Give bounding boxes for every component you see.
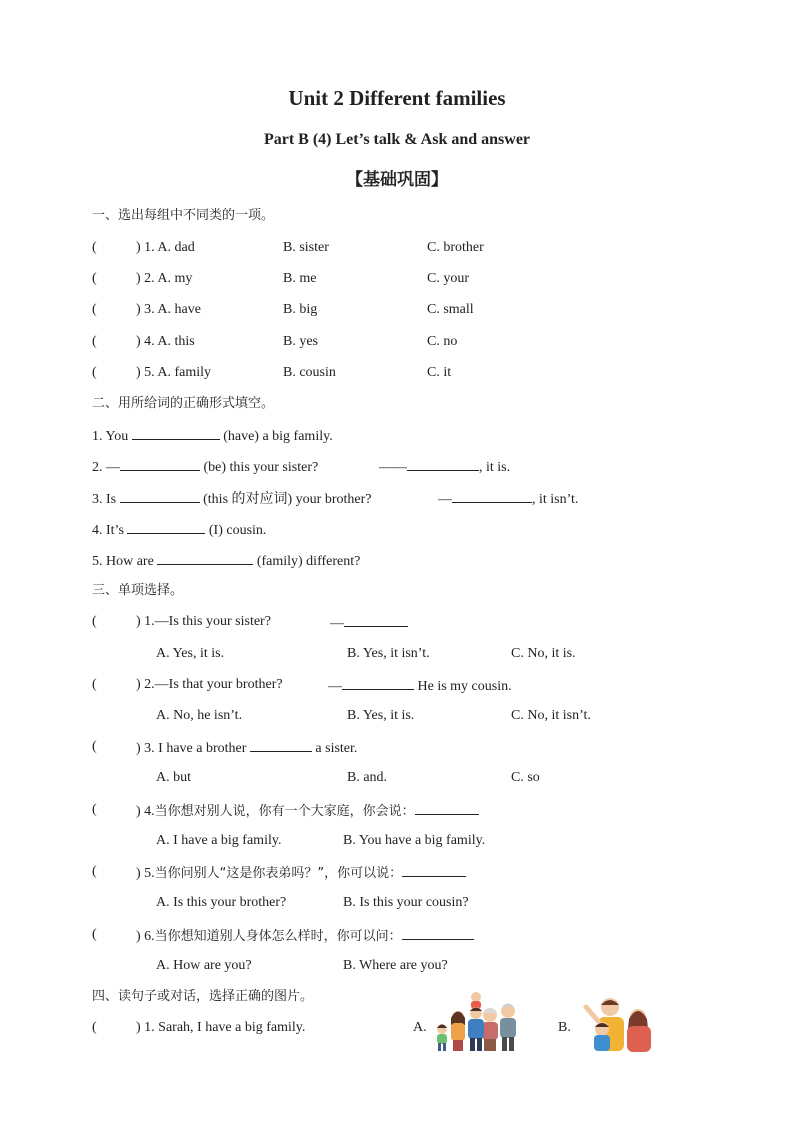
option-b: B. me [283,271,317,286]
answer-blank[interactable] [157,552,253,565]
answer-paren[interactable]: ( [92,240,97,255]
answer-paren[interactable]: ( [92,334,97,349]
question-text: 1. You [92,429,129,444]
question-text: (be) this your sister? [203,460,319,475]
answer-blank[interactable] [120,458,200,471]
option-b: B. yes [283,334,318,349]
option-b[interactable]: B. Where are you? [343,958,448,973]
option-b[interactable]: B. You have a big family. [343,833,486,848]
grandfather-figure [500,1004,516,1052]
answer-paren[interactable]: ( [92,802,97,817]
option-b: B. sister [283,240,329,255]
mother-figure [451,1011,465,1051]
answer-paren[interactable]: ( [92,614,97,629]
question-text: (this 的对应词) your brother? [203,492,372,507]
question-text: — [330,616,344,631]
option-a[interactable]: A. but [156,770,191,785]
option-c[interactable]: C. No, it isn’t. [511,708,591,723]
answer-paren[interactable]: ( [92,365,97,380]
option-c: C. small [427,302,474,317]
answer-paren[interactable]: ( [92,927,97,942]
grandmother-figure [482,1008,498,1051]
question-text: 2. — [92,460,120,475]
fill-question-3-reply [438,490,578,508]
answer-blank[interactable] [344,614,408,627]
answer-paren[interactable]: ( [92,864,97,879]
question-reply [328,677,512,695]
answer-paren[interactable]: ( [92,739,97,754]
question-text: (I) cousin. [208,523,267,538]
father-figure [468,992,484,1051]
answer-paren[interactable]: ( [92,1020,97,1035]
option-a: ) 3. A. have [136,302,201,317]
option-b[interactable]: B. Yes, it is. [347,708,415,723]
question-stem: ) 1. Sarah, I have a big family. [136,1020,306,1035]
fill-question-2-reply [379,458,510,476]
answer-blank[interactable] [127,521,205,534]
answer-blank[interactable] [120,490,200,503]
question-text: —— [379,460,407,475]
option-c: C. brother [427,240,484,255]
option-a-label: A. [413,1020,427,1035]
section-1-heading: 一、选出每组中不同类的一项。 [92,208,275,223]
option-b[interactable]: B. Is this your cousin? [343,895,469,910]
page-subtitle: Part B (4) Let’s talk & Ask and answer [263,131,531,148]
answer-blank[interactable] [407,458,479,471]
question-text: ) 6. [136,929,155,944]
question-text: 4. It’s [92,523,124,538]
question-text: He is my cousin. [417,679,512,694]
option-a: ) 4. A. this [136,334,195,349]
question-stem [136,739,357,757]
question-text: ) 3. I have a brother [136,741,247,756]
answer-blank[interactable] [452,490,532,503]
question-text: 3. Is [92,492,117,507]
page-title: Unit 2 Different families [288,86,506,110]
option-b: B. cousin [283,365,336,380]
option-b-label: B. [558,1020,571,1035]
question-text: ) 5. [136,866,155,881]
option-a[interactable]: A. Yes, it is. [156,646,225,661]
option-b[interactable]: B. and. [347,770,388,785]
question-text: 5. How are [92,554,154,569]
question-text: 当你想对别人说，你有一个大家庭，你会说： [154,804,415,819]
question-text: — [438,492,452,507]
big-family-image[interactable] [432,991,524,1053]
question-text: ) 4. [136,804,155,819]
answer-blank[interactable] [132,427,220,440]
question-text: 当你问别人“这是你表弟吗？”，你可以说： [154,866,403,881]
option-a[interactable]: A. I have a big family. [156,833,282,848]
question-reply [330,614,408,632]
section-group-heading: 【基础巩固】 [346,170,448,190]
fill-question-1 [92,427,333,445]
option-c: C. it [427,365,452,380]
mother-figure [627,1009,651,1052]
question-stem: ) 2.—Is that your brother? [136,677,283,692]
small-family-image[interactable] [578,993,656,1055]
option-a[interactable]: A. Is this your brother? [156,895,287,910]
question-text: (have) a big family. [223,429,333,444]
section-4-heading: 四、读句子或对话，选择正确的图片。 [92,989,314,1004]
fill-question-4 [92,521,266,539]
option-b: B. big [283,302,318,317]
child-figure [437,1024,447,1051]
question-stem [136,802,479,820]
answer-paren[interactable]: ( [92,271,97,286]
option-a[interactable]: A. How are you? [156,958,252,973]
option-c: C. your [427,271,469,286]
section-3-heading: 三、单项选择。 [92,583,184,598]
answer-blank[interactable] [250,739,312,752]
child-figure [594,1022,610,1051]
question-text: (family) different? [256,554,361,569]
answer-blank[interactable] [342,677,414,690]
question-stem [136,927,474,945]
answer-blank[interactable] [415,802,479,815]
option-b[interactable]: B. Yes, it isn’t. [347,646,430,661]
question-stem: ) 1.—Is this your sister? [136,614,271,629]
question-stem [136,864,466,882]
option-c[interactable]: C. No, it is. [511,646,576,661]
question-text: a sister. [315,741,358,756]
question-text: , it is. [479,460,511,475]
fill-question-3 [92,490,371,508]
option-a: ) 2. A. my [136,271,193,286]
option-a[interactable]: A. No, he isn’t. [156,708,243,723]
answer-paren[interactable]: ( [92,302,97,317]
fill-question-5 [92,552,360,570]
answer-paren[interactable]: ( [92,677,97,692]
question-text: , it isn’t. [532,492,579,507]
option-a: ) 5. A. family [136,365,212,380]
option-a: ) 1. A. dad [136,240,195,255]
answer-blank[interactable] [402,927,474,940]
option-c: C. no [427,334,458,349]
question-text: 当你想知道别人身体怎么样时，你可以问： [154,929,402,944]
question-text: — [328,679,342,694]
section-2-heading: 二、用所给词的正确形式填空。 [92,396,275,411]
fill-question-2 [92,458,318,476]
answer-blank[interactable] [402,864,466,877]
option-c[interactable]: C. so [511,770,540,785]
